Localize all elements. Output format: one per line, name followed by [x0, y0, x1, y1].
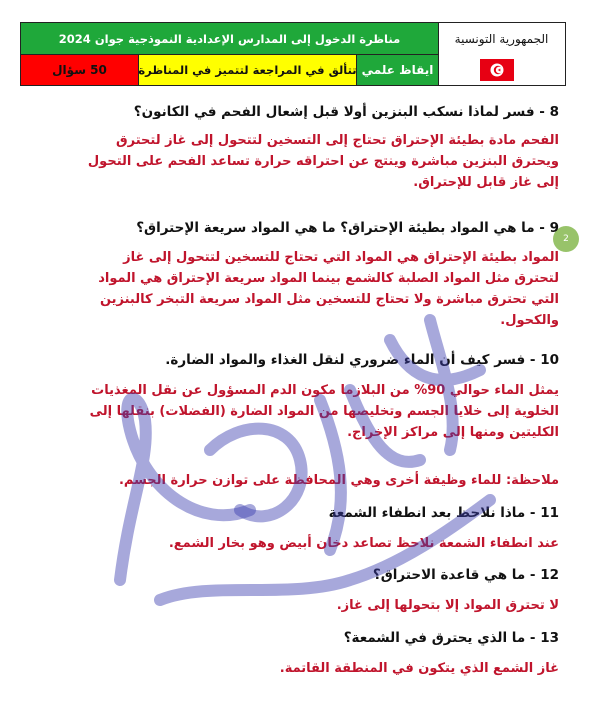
- question-9: 9 - ما هي المواد بطيئة الإحتراق؟ ما هي المواد سريعة الإحتراق؟: [136, 220, 559, 236]
- answer-11: عند انطفاء الشمعة نلاحظ تصاعد دخان أبيض وهو بخار الشمع.: [168, 536, 559, 551]
- answer-10-note: ملاحظة: للماء وظيفة أخرى وهي المحافظة على توازن حرارة الجسم.: [118, 473, 559, 488]
- count-tag: 50 سؤال: [21, 55, 139, 85]
- question-8: 8 - فسر لماذا نسكب البنزين أولا قبل إشعال الفحم في الكانون؟: [133, 104, 559, 120]
- exam-header: [20, 22, 566, 86]
- question-13: 13 - ما الذي يحترق في الشمعة؟: [343, 630, 559, 646]
- question-12: 12 - ما هي قاعدة الاحتراق؟: [372, 567, 559, 583]
- page-number-badge: 2: [553, 226, 579, 252]
- slogan-tag: تتألق في المراجعة لتتميز في المناظرة: [139, 55, 357, 85]
- answer-13: غاز الشمع الذي يتكون في المنطقة القاتمة.: [279, 661, 559, 676]
- question-10: 10 - فسر كيف أن الماء ضروري لنقل الغذاء والمواد الضارة.: [165, 352, 559, 368]
- tunisia-flag-icon: [469, 59, 525, 81]
- subject-tag: ايقاظ علمي: [357, 55, 439, 85]
- question-11: 11 - ماذا نلاحظ بعد انطفاء الشمعة: [328, 505, 559, 521]
- answer-9: المواد بطيئة الإحتراق هي المواد التي تحتاج للتسخين لتتحول إلى غاز لتحترق مثل المواد الصلبة كالشمع بينما المواد سريعة الإحتراق هي المواد التي تحترق مباشرة ولا تحتاج للتسخين مثل المواد سريعة التبخر كالبنزين والكحول.: [98, 250, 559, 328]
- header-title: مناظرة الدخول إلى المدارس الإعدادية النموذجية جوان 2024: [21, 23, 439, 55]
- answer-8: الفحم مادة بطيئة الإحتراق تحتاج إلى التسخين لتتحول إلى غاز لتحترق ويحترق البنزين مباشرة وينتج عن احتراقه حرارة تساعد الفحم على التحول إلى غاز قابل للإحتراق.: [87, 133, 559, 190]
- answer-10: يمثل الماء حوالي 90% من البلازما مكون الدم المسؤول عن نقل المغذيات الخلوية إلى خلايا الجسم وتخليصها من المواد الضارة (الفضلات) بنقلها إلى الكليتين ومنها إلى مراكز الإخراج.: [89, 383, 559, 440]
- answer-12: لا تحترق المواد إلا بتحولها إلى غاز.: [336, 598, 559, 613]
- country-label: الجمهورية التونسية: [454, 32, 549, 46]
